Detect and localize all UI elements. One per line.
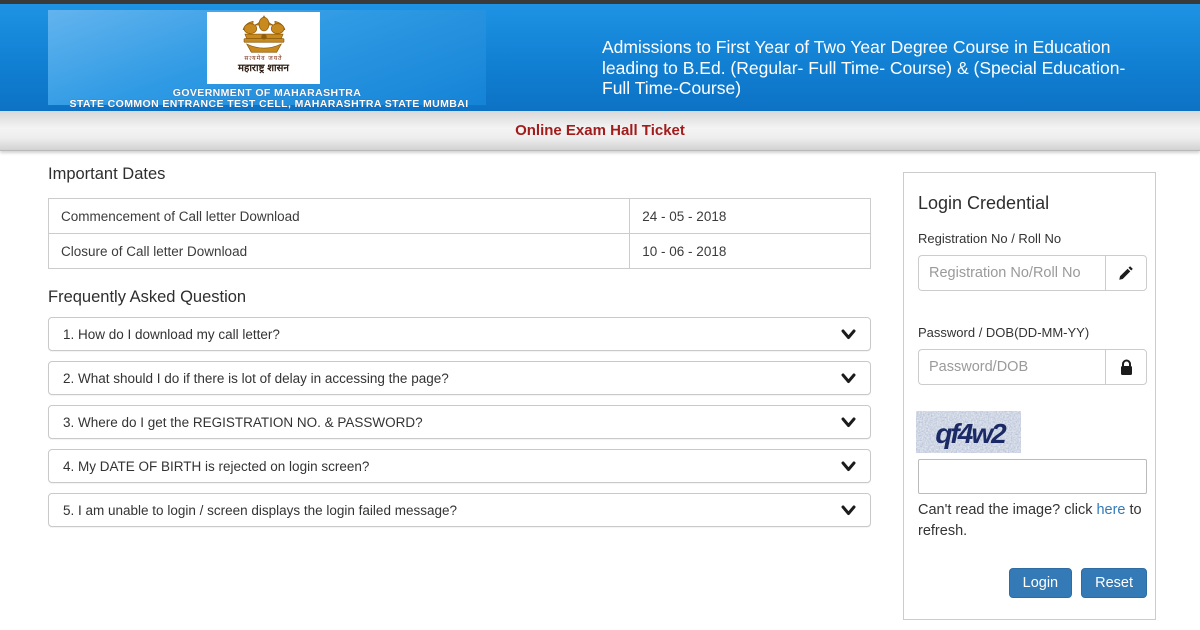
main-content xyxy=(48,165,871,527)
important-dates-heading: Important Dates xyxy=(48,165,166,183)
faq-item-5[interactable] xyxy=(48,493,871,527)
password-input-group xyxy=(918,349,1147,385)
faq-question: 4. My DATE OF BIRTH is rejected on login screen? xyxy=(63,458,370,474)
registration-addon xyxy=(1105,255,1147,291)
login-panel xyxy=(903,172,1156,620)
pencil-icon xyxy=(1118,265,1134,281)
faq-question: 5. I am unable to login / screen displays the login failed message? xyxy=(63,502,457,518)
subheader-bar xyxy=(0,111,1200,151)
chevron-down-icon xyxy=(841,461,856,472)
date-event-cell: Closure of Call letter Download xyxy=(49,234,630,269)
chevron-down-icon xyxy=(841,505,856,516)
faq-question: 1. How do I download my call letter? xyxy=(63,326,280,342)
lock-icon xyxy=(1119,359,1134,376)
course-title: Admissions to First Year of Two Year Degree Course in Education leading to B.Ed. (Regular- Full Time- Course) & (Special Education- Full Time-Course) xyxy=(602,37,1126,98)
chevron-down-icon xyxy=(841,373,856,384)
org-name-line2: STATE COMMON ENTRANCE TEST CELL, MAHARASHTRA STATE MUMBAI xyxy=(69,98,469,110)
captcha-input[interactable] xyxy=(918,459,1147,494)
password-input[interactable] xyxy=(918,349,1105,385)
date-value-cell: 10 - 06 - 2018 xyxy=(630,234,871,269)
government-banner xyxy=(48,10,486,110)
button-row xyxy=(918,568,1147,598)
faq-item-2[interactable] xyxy=(48,361,871,395)
faq-question: 3. Where do I get the REGISTRATION NO. & PASSWORD? xyxy=(63,414,423,430)
captcha-image xyxy=(916,411,1021,453)
login-button[interactable]: Login xyxy=(1009,568,1072,598)
captcha-refresh-link[interactable]: here xyxy=(1096,502,1126,518)
spacer xyxy=(918,291,1143,325)
emblem-motto: सत्यमेव जयते xyxy=(244,56,283,62)
page-title: Online Exam Hall Ticket xyxy=(515,122,685,139)
captcha-help-text xyxy=(918,500,1147,542)
date-event-cell: Commencement of Call letter Download xyxy=(49,199,630,234)
chevron-down-icon xyxy=(841,329,856,340)
reset-button[interactable]: Reset xyxy=(1081,568,1147,598)
registration-input[interactable] xyxy=(918,255,1105,291)
faq-item-4[interactable] xyxy=(48,449,871,483)
faq-item-1[interactable] xyxy=(48,317,871,351)
table-row xyxy=(49,199,871,234)
password-label: Password / DOB(DD-MM-YY) xyxy=(918,325,1090,340)
captcha-help-post: to refresh. xyxy=(918,502,1142,539)
header-banner xyxy=(0,4,1200,111)
important-dates-table xyxy=(48,198,871,269)
captcha-text: qf4w2 xyxy=(935,418,1005,449)
government-emblem-icon xyxy=(235,14,293,56)
emblem-box xyxy=(207,12,320,84)
org-name-line1: GOVERNMENT OF MAHARASHTRA xyxy=(172,87,362,99)
captcha-help-pre: Can't read the image? click xyxy=(918,502,1097,518)
faq-item-3[interactable] xyxy=(48,405,871,439)
faq-question: 2. What should I do if there is lot of delay in accessing the page? xyxy=(63,370,449,386)
emblem-caption: महाराष्ट्र शासन xyxy=(238,63,289,74)
password-addon xyxy=(1105,349,1147,385)
registration-label: Registration No / Roll No xyxy=(918,231,1062,246)
faq-heading: Frequently Asked Question xyxy=(48,288,247,306)
chevron-down-icon xyxy=(841,417,856,428)
login-heading: Login Credential xyxy=(918,193,1050,213)
registration-input-group xyxy=(918,255,1147,291)
date-value-cell: 24 - 05 - 2018 xyxy=(630,199,871,234)
table-row xyxy=(49,234,871,269)
